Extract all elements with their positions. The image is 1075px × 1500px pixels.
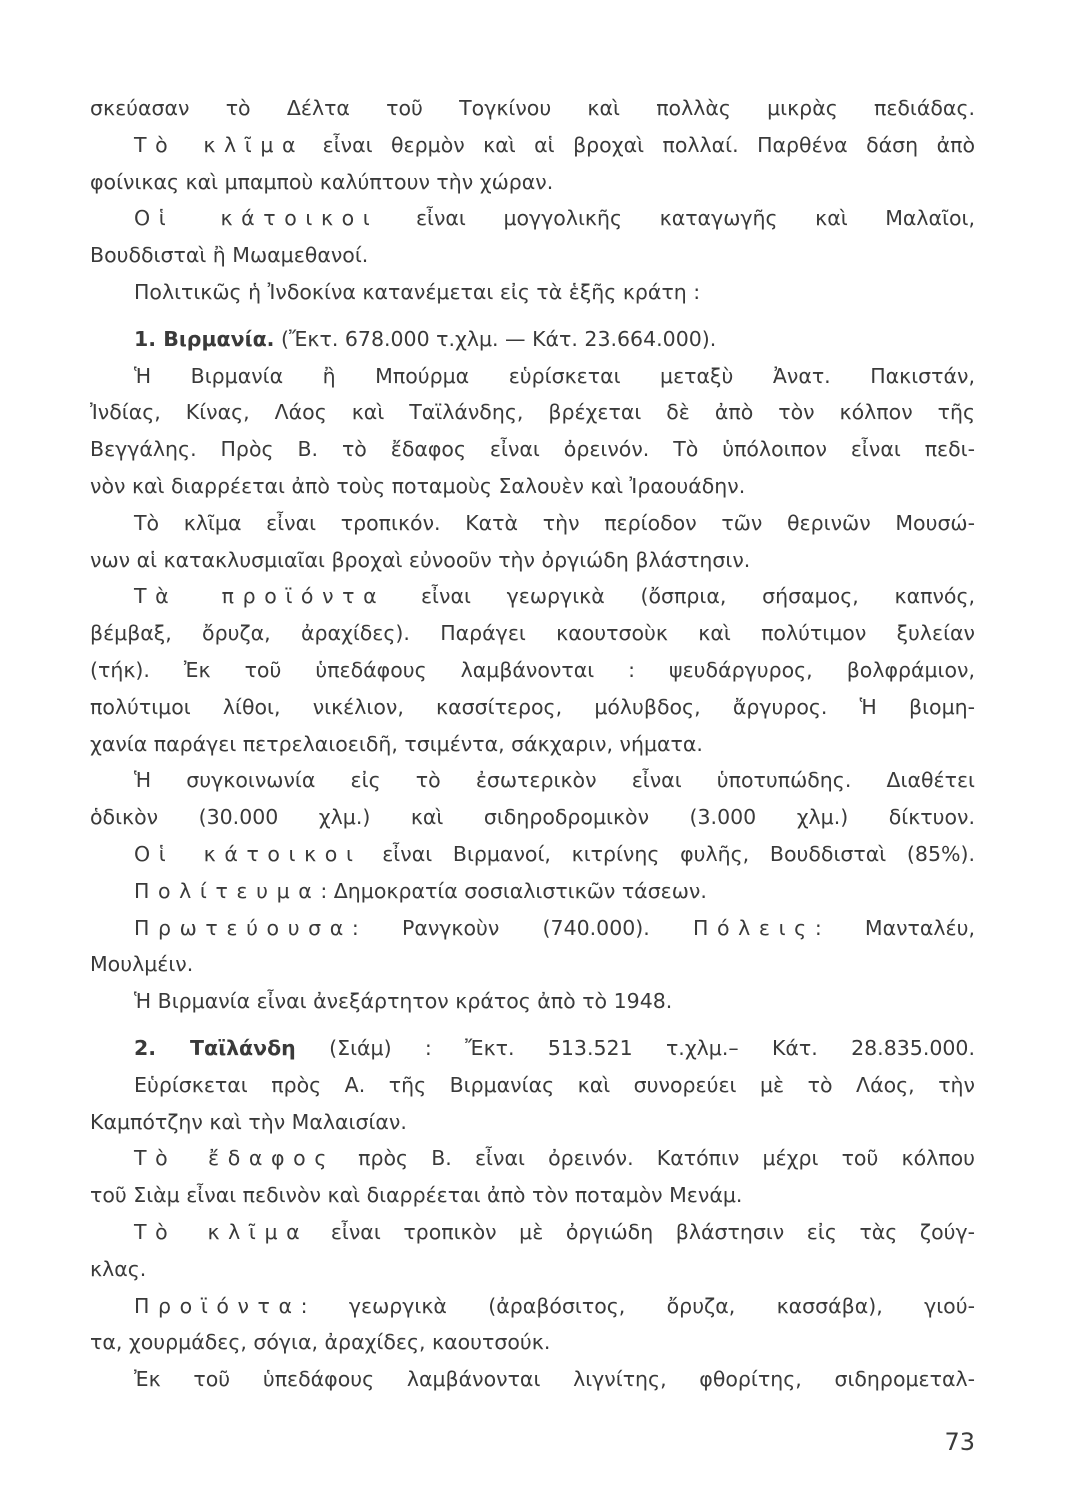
text-line: τοῦ Σιὰμ εἶναι πεδινὸν καὶ διαρρέεται ἀπὸ τὸν ποταμὸν Μενάμ. — [90, 1183, 743, 1208]
text-line: Οἱ κάτοικοι εἶναι Βιρμανοί, κιτρίνης φυλῆς, Βουδδισταὶ (85%). — [134, 841, 975, 866]
text-line: νὸν καὶ διαρρέεται ἀπὸ τοὺς ποταμοὺς Σαλουὲν καὶ Ἰραουάδην. — [90, 473, 746, 498]
text-line: Ἰνδίας, Κίνας, Λάος καὶ Ταϊλάνδης, βρέχεται δὲ ἀπὸ τὸν κόλπον τῆς — [90, 400, 975, 425]
text-line: βέμβαξ, ὄρυζα, ἀραχίδες). Παράγει καουτσοὺκ καὶ πολύτιμον ξυλείαν — [90, 621, 975, 646]
text-line: Τὰ προϊόντα εἶναι γεωργικὰ (ὄσπρια, σήσαμος, καπνός, — [134, 584, 975, 609]
text-line: πολύτιμοι λίθοι, νικέλιον, κασσίτερος, μόλυβδος, ἄργυρος. Ἡ βιομη- — [90, 694, 975, 719]
text-line: Οἱ κάτοικοι εἶναι μογγολικῆς καταγωγῆς καὶ Μαλαῖοι, — [134, 206, 976, 231]
text-line: ὁδικὸν (30.000 χλμ.) καὶ σιδηροδρομικὸν (3.000 χλμ.) δίκτυον. — [90, 805, 975, 830]
text-line: Πολίτευμα: Δημοκρατία σοσιαλιστικῶν τάσεων. — [134, 878, 707, 903]
text-line: Ἡ συγκοινωνία εἰς τὸ ἐσωτερικὸν εἶναι ὑποτυπώδης. Διαθέτει — [134, 768, 975, 793]
text-line: Εὑρίσκεται πρὸς Α. τῆς Βιρμανίας καὶ συνορεύει μὲ τὸ Λάος, τὴν — [134, 1072, 975, 1097]
text-line: κλας. — [90, 1256, 147, 1281]
text-line: Ἐκ τοῦ ὑπεδάφους λαμβάνονται λιγνίτης, φθορίτης, σιδηρομεταλ- — [134, 1367, 975, 1392]
text-line: (τήκ). Ἐκ τοῦ ὑπεδάφους λαμβάνονται : ψευδάργυρος, βολφράμιον, — [90, 657, 975, 682]
text-line: τα, χουρμάδες, σόγια, ἀραχίδες, καουτσούκ. — [90, 1330, 551, 1355]
text-line: φοίνικας καὶ μπαμποὺ καλύπτουν τὴν χώραν. — [90, 169, 554, 194]
section-heading-burma: 1. Βιρμανία. (Ἔκτ. 678.000 τ.χλμ. — Κάτ. 23.664.000). — [134, 326, 717, 351]
text-body — [90, 90, 975, 1398]
text-line: Μουλμέιν. — [90, 952, 194, 977]
text-line: Προϊόντα: γεωργικὰ (ἀραβόσιτος, ὄρυζα, κασσάβα), γιού- — [134, 1293, 975, 1318]
text-line: Βεγγάλης. Πρὸς Β. τὸ ἔδαφος εἶναι ὀρεινόν. Τὸ ὑπόλοιπον εἶναι πεδι- — [90, 437, 975, 462]
text-line: Πολιτικῶς ἡ Ἰνδοκίνα κατανέμεται εἰς τὰ ἑξῆς κράτη : — [134, 279, 701, 304]
text-line: Τὸ κλῖμα εἶναι θερμὸν καὶ αἱ βροχαὶ πολλαί. Παρθένα δάση ἀπὸ — [134, 132, 976, 157]
text-line: χανία παράγει πετρελαιοειδῆ, τσιμέντα, σάκχαριν, νήματα. — [90, 731, 703, 756]
text-line: νων αἱ κατακλυσμιαῖαι βροχαὶ εὐνοοῦν τὴν ὀργιώδη βλάστησιν. — [90, 547, 751, 572]
page-number: 73 — [944, 1428, 975, 1456]
text-line: Τὸ κλῖμα εἶναι τροπικὸν μὲ ὀργιώδη βλάστησιν εἰς τὰς ζούγ- — [134, 1219, 975, 1244]
text-line: Τὸ ἔδαφος πρὸς Β. εἶναι ὀρεινόν. Κατόπιν μέχρι τοῦ κόλπου — [134, 1146, 976, 1171]
text-line: Βουδδισταὶ ἢ Μωαμεθανοί. — [90, 243, 369, 268]
text-line: Τὸ κλῖμα εἶναι τροπικόν. Κατὰ τὴν περίοδον τῶν θερινῶν Μουσώ- — [134, 510, 975, 535]
text-line: σκεύασαν τὸ Δέλτα τοῦ Τογκίνου καὶ πολλὰς μικρὰς πεδιάδας. — [90, 96, 975, 120]
text-line: Ἡ Βιρμανία εἶναι ἀνεξάρτητον κράτος ἀπὸ τὸ 1948. — [134, 989, 673, 1014]
section-heading-thailand: 2. Ταϊλάνδη (Σιάμ) : Ἔκτ. 513.521 τ.χλμ.– Κάτ. 28.835.000. — [134, 1035, 975, 1060]
text-line: Πρωτεύουσα: Ρανγκοὺν (740.000). Πόλεις: Μανταλέυ, — [134, 915, 975, 940]
text-line: Ἡ Βιρμανία ἢ Μπούρμα εὑρίσκεται μεταξὺ Ἀνατ. Πακιστάν, — [134, 363, 975, 388]
text-line: Καμπότζην καὶ τὴν Μαλαισίαν. — [90, 1109, 407, 1134]
